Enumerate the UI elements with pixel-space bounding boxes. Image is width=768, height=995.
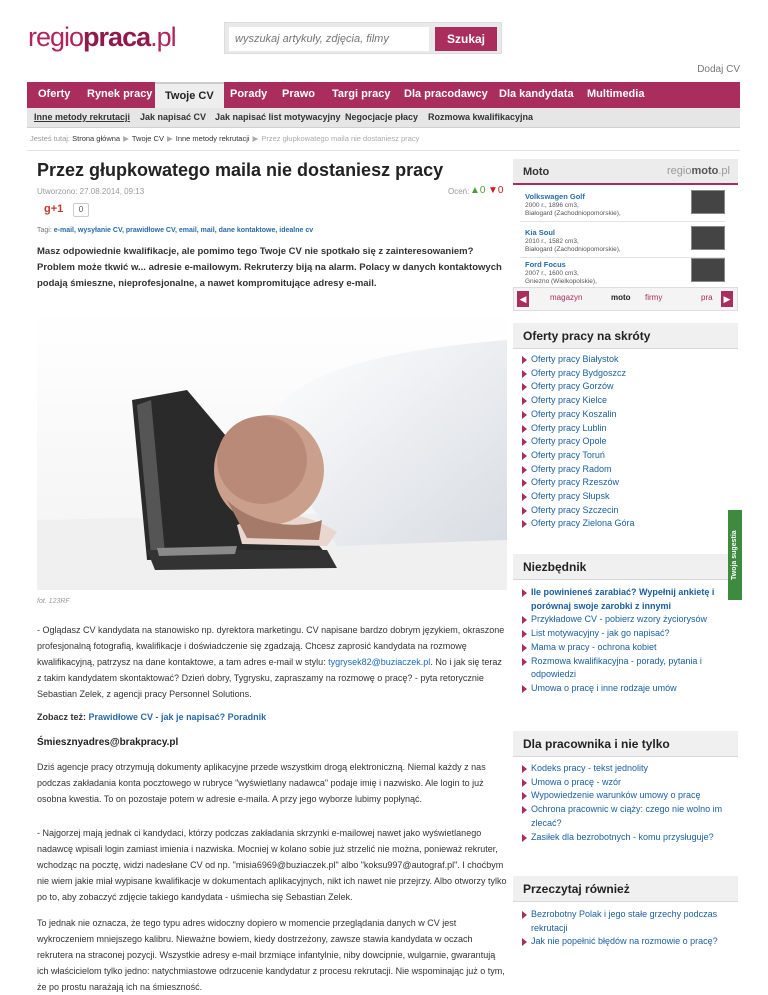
gplus-button[interactable]: g+1 [44, 203, 64, 215]
search-input[interactable] [229, 27, 429, 51]
breadcrumb-current: Przez głupkowatego maila nie dostaniesz pracy [261, 134, 420, 143]
list-item[interactable]: Oferty pracy Gorzów [520, 380, 730, 394]
moto-title: Moto [523, 166, 550, 178]
list-item[interactable]: Oferty pracy Kielce [520, 394, 730, 408]
article-photo [37, 310, 507, 590]
logo-part: .pl [718, 165, 730, 177]
list-item[interactable]: Mama w pracy - ochrona kobiet [520, 641, 730, 655]
car-listing[interactable] [520, 256, 725, 290]
paragraph-text: . No i jak się teraz z takim kandydatem skontaktować? Dzień dobry, Tygrysku, zapraszamy na rozmowę o pracę? - pyta retorycznie Sebastian Zelek, z agencji pracy Personnel Solutions. [37, 657, 502, 699]
nav-porady[interactable]: Porady [230, 88, 268, 100]
vote-down-button[interactable]: ▼0 [488, 185, 504, 196]
nav-oferty[interactable]: Oferty [38, 88, 71, 100]
car-name: Ford Focus [525, 260, 566, 269]
nav-prawo[interactable]: Prawo [282, 88, 316, 100]
nav-targi-pracy[interactable]: Targi pracy [332, 88, 391, 100]
car-details [525, 238, 621, 254]
car-location: Gniezno (Wielkopolskie), [525, 278, 597, 285]
paragraph-3: - Najgorzej mają jednak ci kandydaci, którzy podczas zakładania skrzynki e-mailowej nawet jako wyświetlanego nadawcę wpisali login zamiast imienia i nazwiska. Mocniej w kolano sobie już strzelić nie można, ponieważ rekruter, wchodząc na pocztę, widzi nadesłane CV od np. "misia6969@buziaczek.pl" albo "koksu997@autograf.pl". I choćbym nie wiem jakie miał wypisane kwalifikacje w dokumentach aplikacyjnych, nikt ich nawet nie przejrzy. Albo otworzy tylko po to, aby zobaczyć zdjęcie takiego kandydata - uśmiecha się Sebastian Zelek. [37, 828, 507, 902]
tags-list[interactable]: e-mail, wysyłanie CV, prawidłowe CV, email, mail, dane kontaktowe, idealne cv [53, 227, 314, 234]
list-item[interactable]: Oferty pracy Toruń [520, 449, 730, 463]
car-spec: 2010 r., 1582 cm3, [525, 238, 579, 245]
car-details [525, 202, 621, 218]
breadcrumb-home[interactable]: Strona główna [72, 134, 121, 143]
breadcrumb-sep-icon: ▶ [252, 134, 259, 143]
car-location: Białogard (Zachodniopomorskie), [525, 246, 621, 253]
list-item[interactable]: Bezrobotny Polak i jego stałe grzechy podczas rekrutacji [520, 908, 730, 935]
przeczytaj-list [520, 908, 730, 949]
tags-label: Tagi: [37, 227, 52, 234]
header [0, 0, 768, 60]
list-item[interactable]: Ile powinieneś zarabiać? Wypełnij ankietę i porównaj swoje zarobki z innymi [520, 586, 730, 613]
sub-nav [27, 108, 740, 128]
list-item[interactable]: Umowa o pracę i inne rodzaje umów [520, 682, 730, 696]
subnav-inne-metody[interactable]: Inne metody rekrutacji [34, 112, 131, 122]
tags [37, 227, 313, 234]
subnav-rozmowa[interactable]: Rozmowa kwalifikacyjna [428, 112, 534, 122]
chevron-right-icon[interactable]: ▶ [721, 291, 733, 307]
logo-part: moto [691, 165, 719, 177]
breadcrumb-sep-icon: ▶ [166, 134, 173, 143]
subnav-negocjacje[interactable]: Negocjacje płacy [345, 112, 419, 122]
nav-rynek-pracy[interactable]: Rynek pracy [87, 88, 153, 100]
car-spec: 2007 r., 1600 cm3, [525, 270, 579, 277]
breadcrumb [30, 134, 419, 143]
divider [27, 150, 740, 151]
list-item[interactable]: Oferty pracy Szczecin [520, 504, 730, 518]
logo-part: regio [667, 165, 692, 177]
list-item[interactable]: Oferty pracy Rzeszów [520, 476, 730, 490]
car-listing[interactable] [520, 224, 725, 258]
niezbednik-list [520, 586, 730, 696]
list-item[interactable]: Oferty pracy Lublin [520, 422, 730, 436]
see-also-label: Zobacz też: [37, 712, 87, 722]
list-item[interactable]: Przykładowe CV - pobierz wzory życiorysów [520, 613, 730, 627]
logo-part: praca [83, 22, 151, 52]
logo-part: regio [28, 22, 84, 52]
main-nav [27, 82, 740, 108]
gplus-count: 0 [73, 203, 89, 217]
tab-magazyn[interactable]: magazyn [550, 293, 583, 302]
paragraph-1 [37, 622, 507, 702]
article-title: Przez głupkowatego maila nie dostaniesz pracy [37, 160, 444, 180]
site-logo[interactable] [28, 22, 176, 53]
nav-dla-kandydata[interactable]: Dla kandydata [499, 88, 574, 100]
breadcrumb-twoje-cv[interactable]: Twoje CV [131, 134, 164, 143]
list-item[interactable]: Wypowiedzenie warunków umowy o pracę [520, 789, 730, 803]
oferty-box-title: Oferty pracy na skróty [513, 323, 738, 349]
paragraph-4: To jednak nie oznacza, że tego typu adres widoczny dopiero w momencie przeglądania danych w CV jest wykroczeniem mniejszego kalibru. Nieważne bowiem, kiedy dostrzeżony, zawsze stawia kandydata w oczach rekrutera na straconej pozycji. Wszystkie adresy e-mail brzmiące infantylnie, niby dowcipnie, wulgarnie, gwarantują ich właścicielom tylko jedno: natychmiastowe odrzucenie kandydatur z procesu rekrutacji. Nie wspominając już o tym, że po prostu narażają ich na śmieszność. [37, 918, 505, 992]
nav-multimedia[interactable]: Multimedia [587, 88, 645, 100]
nav-dla-pracodawcy[interactable]: Dla pracodawcy [404, 88, 488, 100]
car-listing[interactable] [520, 188, 725, 222]
car-name: Volkswagen Golf [525, 192, 585, 201]
chevron-left-icon[interactable]: ◀ [517, 291, 529, 307]
article-date: Utworzono: 27.08.2014, 09:13 [37, 187, 145, 196]
subnav-jak-napisac-cv[interactable]: Jak napisać CV [140, 112, 207, 122]
vote-up-button[interactable]: ▲0 [470, 185, 486, 196]
breadcrumb-sep-icon: ▶ [123, 134, 129, 143]
list-item[interactable]: Rozmowa kwalifikacyjna - porady, pytania i odpowiedzi [520, 655, 730, 682]
article-lead: Masz odpowiednie kwalifikacje, ale pomimo tego Twoje CV nie spotkało się z zainteresowaniem? Problem może tkwić w... adresie e-mailowym. Rekruterzy biją na alarm. Polacy w danych kontaktowych podają śmieszne, nieprofesjonalne, a nawet kompromitujące adresy e-mail. [37, 246, 502, 289]
add-cv-link[interactable]: Dodaj CV [697, 64, 740, 75]
email-link[interactable]: tygrysek82@buziaczek.pl [328, 657, 431, 667]
car-spec: 2000 r., 1896 cm3, [525, 202, 579, 209]
oferty-list [520, 353, 730, 531]
car-thumbnail [691, 258, 725, 282]
pracownik-box-title: Dla pracownika i nie tylko [513, 731, 738, 757]
list-item[interactable]: Kodeks pracy - tekst jednolity [520, 762, 730, 776]
tab-pra[interactable]: pra [701, 293, 713, 302]
list-item[interactable]: List motywacyjny - jak go napisać? [520, 627, 730, 641]
moto-box-header [513, 159, 738, 185]
pracownik-list [520, 762, 730, 844]
see-also [37, 712, 266, 722]
tab-firmy[interactable]: firmy [645, 293, 663, 302]
nav-twoje-cv[interactable]: Twoje CV [155, 82, 224, 108]
car-thumbnail [691, 190, 725, 214]
feedback-tab[interactable]: Twoja sugestia [728, 510, 742, 600]
moto-tabs [513, 287, 738, 311]
photo-credit: fot. 123RF [37, 598, 70, 605]
car-details [525, 270, 597, 286]
logo-part: .pl [150, 22, 176, 52]
search-box [224, 22, 502, 54]
breadcrumb-inne-metody[interactable]: Inne metody rekrutacji [175, 134, 250, 143]
search-button[interactable]: Szukaj [435, 27, 497, 51]
tab-moto[interactable]: moto [611, 293, 631, 302]
paragraph-2: Dziś agencje pracy otrzymują dokumenty aplikacyjne przede wszystkim drogą elektroniczną. Niemal każdy z nas podczas zakładania konta pocztowego w rubryce "wyświetlany nadawca" podaje imię i nazwisko. Ale login to już osobna kwestia. To on pozostaje potem w adresie e-maila. A przy jego wyborze lubimy popłynąć. [37, 762, 486, 804]
list-item[interactable]: Oferty pracy Radom [520, 463, 730, 477]
list-item[interactable]: Oferty pracy Białystok [520, 353, 730, 367]
paragraph-text: - Oglądasz CV kandydata na stanowisko np. dyrektora marketingu. CV napisane bardzo dobrym językiem, okraszone profesjonalną fotografią, kwalifikacje i doświadczenie się zgadzają. Chcesz zaprosić kandydata na rozmowę kwalifikacyjną, patrzysz na dane kontaktowe, a tam adres e-mail w stylu: [37, 625, 505, 667]
niezbednik-box-title: Niezbędnik [513, 554, 738, 580]
vote-down-count: 0 [497, 185, 504, 196]
article-subheading: Śmiesznyadres@brakpracy.pl [37, 737, 179, 748]
list-item[interactable]: Ochrona pracownic w ciąży: czego nie wolno im zlecać? [520, 803, 730, 830]
list-item[interactable]: Oferty pracy Bydgoszcz [520, 367, 730, 381]
przeczytaj-box-title: Przeczytaj również [513, 876, 738, 902]
vote-up-count: 0 [479, 185, 486, 196]
regiomoto-logo[interactable] [667, 165, 730, 177]
rate-label: Oceń: [448, 187, 470, 196]
list-item[interactable]: Jak nie popełnić błędów na rozmowie o pracę? [520, 935, 730, 949]
subnav-list-motywacyjny[interactable]: Jak napisać list motywacyjny [215, 112, 341, 122]
car-thumbnail [691, 226, 725, 250]
list-item[interactable]: Oferty pracy Zielona Góra [520, 517, 730, 531]
list-item[interactable]: Umowa o pracę - wzór [520, 776, 730, 790]
list-item[interactable]: Oferty pracy Słupsk [520, 490, 730, 504]
see-also-link[interactable]: Prawidłowe CV - jak je napisać? Poradnik [88, 712, 267, 722]
car-location: Białogard (Zachodniopomorskie), [525, 210, 621, 217]
breadcrumb-prefix: Jesteś tutaj: [30, 134, 71, 143]
list-item[interactable]: Oferty pracy Koszalin [520, 408, 730, 422]
car-name: Kia Soul [525, 228, 556, 237]
man-on-laptop-image [37, 310, 507, 590]
list-item[interactable]: Oferty pracy Opole [520, 435, 730, 449]
list-item[interactable]: Zasiłek dla bezrobotnych - komu przysługuje? [520, 831, 730, 845]
